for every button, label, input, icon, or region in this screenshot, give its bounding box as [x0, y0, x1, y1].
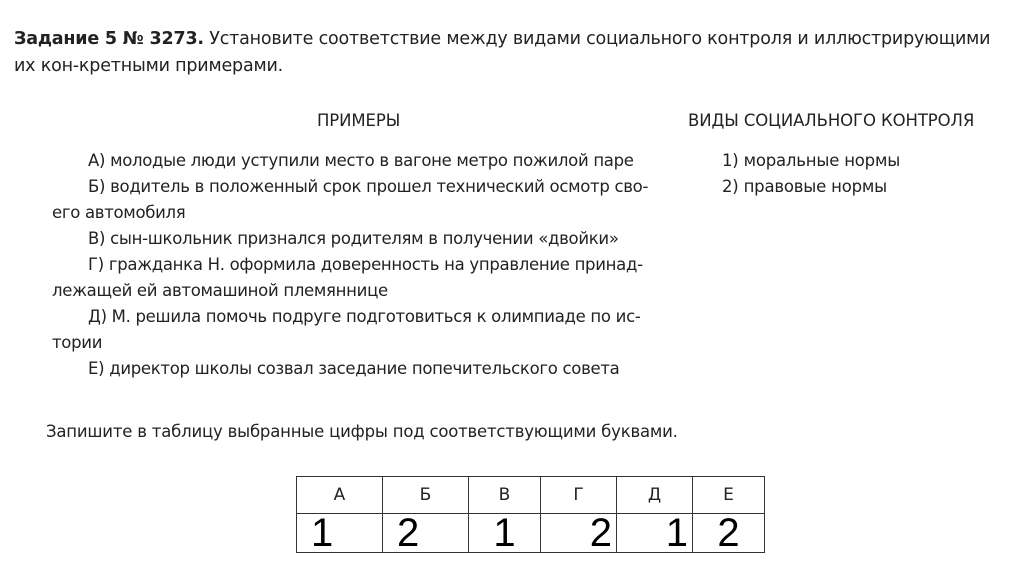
letter-cell: А — [297, 477, 383, 514]
example-v: В) сын-школьник признался родителям в получении «двойки» — [88, 229, 619, 248]
task-statement — [14, 26, 1010, 80]
answer-cell[interactable]: 1 — [617, 514, 693, 553]
letter-cell: В — [469, 477, 541, 514]
example-g: Г) гражданка Н. оформила доверенность на управление принад-лежащей ей автомашиной племяннице — [52, 255, 643, 300]
answer-cell[interactable]: 1 — [297, 514, 383, 553]
kinds-header: ВИДЫ СОЦИАЛЬНОГО КОНТРОЛЯ — [688, 111, 975, 130]
answer-cell[interactable]: 2 — [693, 514, 765, 553]
example-e: Е) директор школы созвал заседание попечительского совета — [88, 359, 620, 378]
answer-cell[interactable]: 2 — [541, 514, 617, 553]
kinds-list — [722, 148, 900, 200]
task-number: Задание 5 № 3273. — [14, 29, 204, 49]
example-b: Б) водитель в положенный срок прошел технический осмотр сво-его автомобиля — [52, 177, 649, 222]
letter-cell: Б — [383, 477, 469, 514]
answer-letters-row — [297, 477, 765, 514]
letter-cell: Д — [617, 477, 693, 514]
answer-digits-row — [297, 514, 765, 553]
example-d: Д) М. решила помочь подруге подготовиться к олимпиаде по ис-тории — [52, 307, 641, 352]
letter-cell: Е — [693, 477, 765, 514]
task-text: Установите соответствие между видами социального контроля и иллюстрирующими их кон-кретными примерами. — [14, 29, 991, 76]
answer-cell[interactable]: 2 — [383, 514, 469, 553]
letter-cell: Г — [541, 477, 617, 514]
answer-cell[interactable]: 1 — [469, 514, 541, 553]
kind-1: 1) моральные нормы — [722, 151, 901, 170]
answer-table — [296, 476, 765, 553]
kind-2: 2) правовые нормы — [722, 177, 887, 196]
examples-header: ПРИМЕРЫ — [317, 111, 401, 130]
examples-list — [52, 148, 652, 382]
instruction: Запишите в таблицу выбранные цифры под соответствующими буквами. — [46, 422, 678, 441]
example-a: А) молодые люди уступили место в вагоне метро пожилой паре — [88, 151, 634, 170]
